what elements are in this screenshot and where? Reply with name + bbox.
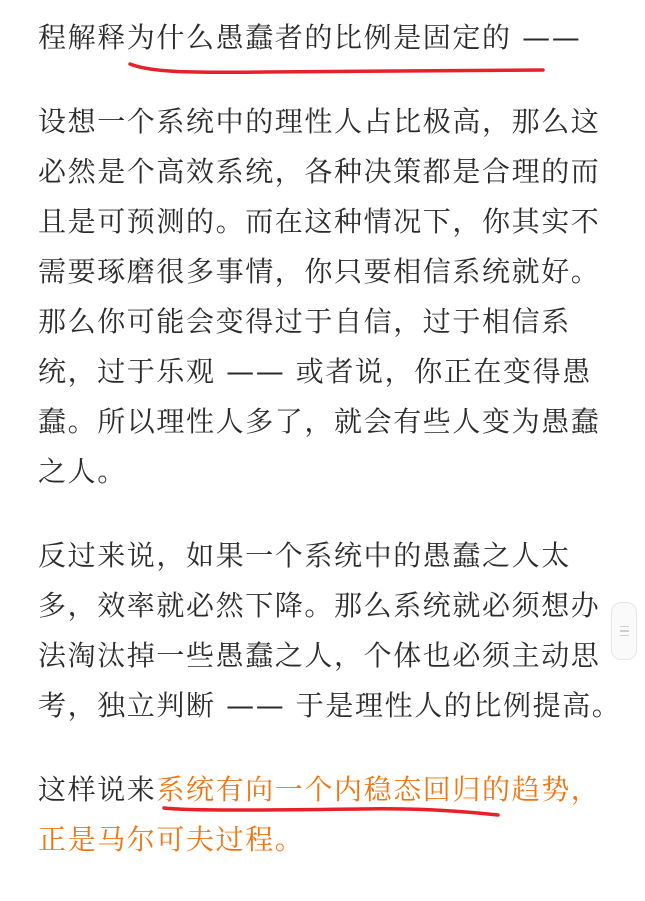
- scroll-handle[interactable]: [611, 602, 637, 660]
- highlighted-conclusion: 正是马尔可夫过程。: [38, 823, 305, 856]
- article-body: [38, 0, 622, 865]
- paragraph-spacer: [38, 497, 610, 531]
- paragraph-1-line: 那么你可能会变得过于自信，过于相信系: [38, 305, 571, 338]
- grip-lines-icon: [620, 626, 629, 637]
- paragraph-spacer: [38, 63, 610, 97]
- paragraph-2: [38, 531, 622, 731]
- intro-line: 程解释为什么愚蠢者的比例是固定的 ——: [38, 21, 582, 54]
- paragraph-1-line: 必然是个高效系统，各种决策都是合理的而: [38, 155, 601, 188]
- paragraph-1-line: 设想一个系统中的理性人占比极高，那么这: [38, 105, 601, 138]
- paragraph-1-line: 蠢。所以理性人多了，就会有些人变为愚蠢: [38, 405, 601, 438]
- paragraph-1-line: 之人。: [38, 455, 127, 488]
- paragraph-3: [38, 765, 610, 865]
- paragraph-1: [38, 97, 610, 497]
- highlighted-phrase: 系统有向一个内稳态回归的趋势，: [156, 773, 601, 806]
- paragraph-1-line: 需要琢磨很多事情，你只要相信系统就好。: [38, 255, 601, 288]
- paragraph-2-line: 考，独立判断 —— 于是理性人的比例提高。: [38, 689, 622, 722]
- paragraph-1-line: 且是可预测的。而在这种情况下，你其实不: [38, 205, 601, 238]
- paragraph-2-line: 多，效率就必然下降。那么系统就必须想办: [38, 589, 601, 622]
- paragraph-3-lead: 这样说来: [38, 773, 157, 806]
- paragraph-2-line: 反过来说，如果一个系统中的愚蠢之人太: [38, 539, 571, 572]
- paragraph-spacer: [38, 731, 610, 765]
- paragraph-1-line: 统，过于乐观 —— 或者说，你正在变得愚: [38, 355, 592, 388]
- paragraph-3-line: [38, 765, 610, 815]
- paragraph-2-line: 法淘汰掉一些愚蠢之人，个体也必须主动思: [38, 639, 601, 672]
